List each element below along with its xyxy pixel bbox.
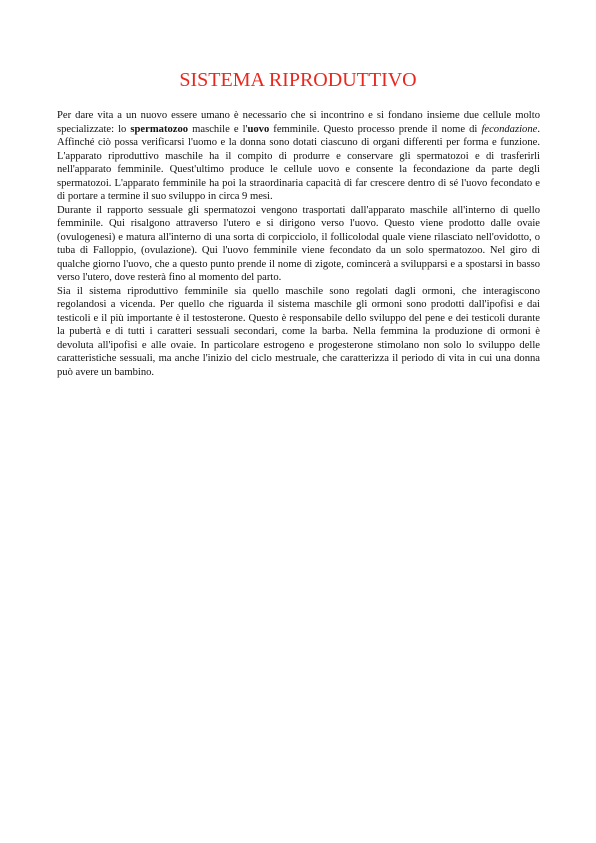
text-segment: . Affinché ciò possa verificarsi l'uomo e la donna sono dotati ciascuno di organi differenti per forma e funzione. L'apparato riproduttivo maschile ha il compito di produrre e conservare gli spermatozoi e di trasferirli nell'apparato femminile. Quest'ultimo produce le cellule uovo e consente la fecondazione da parte degli spermatozoi. L'apparato femminile ha poi la straordinaria capacità di far crescere dentro di sé l'uovo fecondato e di portare a termine il suo sviluppo in circa 9 mesi. (57, 123, 540, 202)
text-segment: Per dare vita a un nuovo essere umano è necessario che si incontrino e si fondano insieme due cellule molto specializzate: lo (57, 110, 540, 135)
term-uovo: uovo (247, 123, 270, 135)
text-segment: maschile e l' (188, 123, 248, 135)
paragraph-2 (57, 204, 540, 285)
term-spermatozoo: spermatozoo (130, 123, 189, 135)
text-segment: Durante il rapporto sessuale gli spermatozoi vengono trasportati dall'apparato maschile all'interno di quello femminile. Qui risalgono attraverso l'utero e si dirigono verso l'uovo. Questo viene prodotto dalle ovaie (ovulogenesi) e matura all'interno di una sorta di corpicciolo, il follicolodal quale viene rilasciato nell'ovidotto, o tuba di Falloppio, (ovulazione). Qui l'uovo femminile viene fecondato da un solo spermatozoo. Nel giro di qualche giorno l'uovo, che a questo punto prende il nome di zigote, comincerà a svilupparsi e a spostarsi in basso verso l'utero, dove resterà fino al momento del parto. (57, 204, 540, 283)
document-body (57, 109, 540, 379)
term-fecondazione: fecondazione (481, 123, 538, 135)
page-title: SISTEMA RIPRODUTTIVO (179, 69, 417, 91)
paragraph-3 (57, 285, 540, 380)
text-segment: Sia il sistema riproduttivo femminile sia quello maschile sono regolati dagli ormoni, che interagiscono regolandosi a vicenda. Per quello che riguarda il sistema maschile gli ormoni sono prodotti dall'ipofisi e dai testicoli e il più importante è il testosterone. Questo è responsabile dello sviluppo del pene e dei testicoli durante la pubertà e di tutti i caratteri sessuali secondari, come la barba. Nella femmina la produzione di ormoni è devoluta all'ipofisi e alle ovaie. In particolare estrogeno e progesterone stimolano non solo lo sviluppo delle caratteristiche sessuali, ma anche l'inizio del ciclo mestruale, che caratterizza il periodo di vita in cui una donna può avere un bambino. (57, 285, 540, 378)
text-segment: femminile. Questo processo prende il nome di (269, 123, 482, 135)
paragraph-1 (57, 109, 540, 204)
